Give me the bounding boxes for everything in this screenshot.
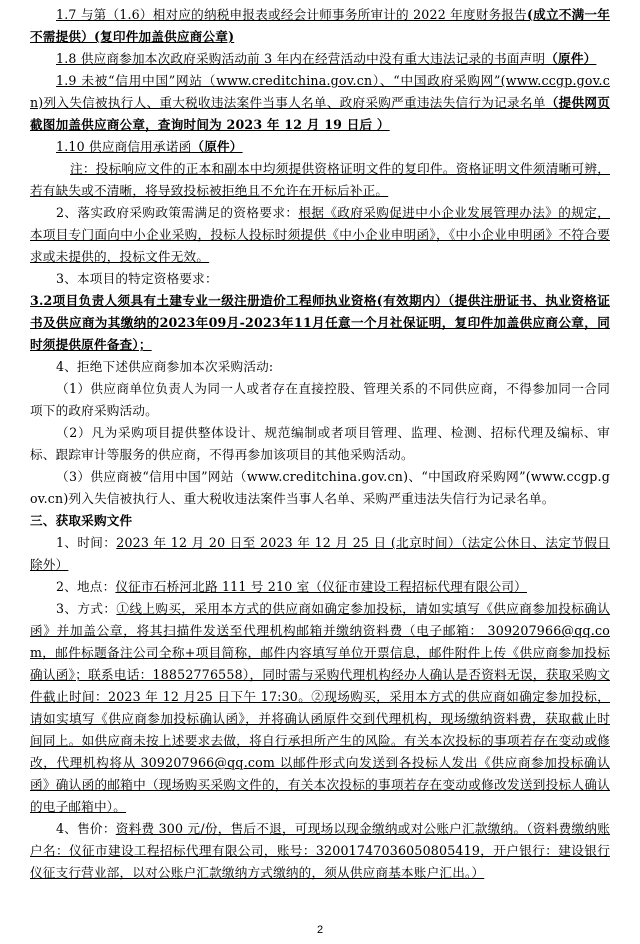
item-1-8 <box>30 48 610 70</box>
item-4-2: （2）凡为采购项目提供整体设计、规范编制或者项目管理、监理、检测、招标代理及编标、审标、跟踪审计等服务的供应商，不得再参加该项目的其他采购活动。 <box>30 425 610 462</box>
item-1-10 <box>30 136 610 158</box>
obtain-time <box>30 532 610 576</box>
item-3-2: 3.2项目负责人须具有土建专业一级注册造价工程师执业资格(有效期内）（提供注册证书、执业资格证书及供应商为其缴纳的2023年09月-2023年11月任意一个月社保证明，复印件加盖供应商公章，同时须提供原件备查）； <box>30 293 610 352</box>
obtain-price <box>30 818 610 884</box>
item-1-10-note: （原件） <box>191 139 243 154</box>
obtain-price-text: 资料费 300 元/份，售后不退，可现场以现金缴纳或对公账户汇款缴纳。（资料费缴纳账户名：仪征市建设工程招标代理有限公司，账号：32001747036050805419，开户银行：建设银行仪征支行营业部，以对公账户汇款缴纳方式缴纳的，须从供应商基本账户汇出。） <box>30 821 610 880</box>
item-1-8-note: （原件） <box>545 51 597 66</box>
obtain-method-text: ①线上购买，采用本方式的供应商如确定参加投标，请如实填写《供应商参加投标确认函》并加盖公章，将其扫描件发送至代理机构邮箱并缴纳资料费（电子邮箱： 309207966@qq.com，邮件标题备注公司全称+项目简称，邮件内容填写单位开票信息，邮件附件上传《供应商参加投标确认函》；联系电话：18852776558），同时需与采购代理机构经办人确认是否资料无误，获取采购文件截止时间：2023 年 12 月25 日下午 17:30。②现场购买，采用本方式的供应商如确定参加投标，请如实填写《供应商参加投标确认函》，并将确认函原件交到代理机构，现场缴纳资料费，获取截止时间同上。如供应商未按上述要求去做，将自行承担所产生的风险。有关本次投标的事项若存在变动或修改，代理机构将从 309207966@qq.com 以邮件形式向发送到各投标人发出《供应商参加投标确认函》确认函的邮箱中（现场购买采购文件的，有关本次投标的事项若存在变动或修改发送到投标人确认的电子邮箱中）。 <box>30 601 611 814</box>
section-2-policy <box>30 202 610 268</box>
item-1-9-note: （提供网页截图加盖供应商公章，查询时间为 2023 年 12 月 19 日后 ） <box>30 95 611 132</box>
obtain-place-label: 2、地点： <box>56 579 116 594</box>
obtain-time-label: 1、时间： <box>56 535 117 550</box>
item-4-1: （1）供应商单位负责人为同一人或者存在直接控股、管理关系的不同供应商，不得参加同一合同项下的政府采购活动。 <box>30 381 610 418</box>
page-number: 2 <box>316 924 324 936</box>
qualification-note-text: 注：投标响应文件的正本和副本中均须提供资格证明文件的复印件。资格证明文件须清晰可辨，若有缺失或不清晰，将导致投标被拒绝且不允许在开标后补正。 <box>30 161 610 198</box>
section-3-heading: 3、本项目的特定资格要求： <box>56 271 218 286</box>
item-1-10-text: 1.10 供应商信用承诺函 <box>56 139 192 154</box>
qualification-note <box>30 158 610 202</box>
section-4-heading: 4、拒绝下述供应商参加本次采购活动: <box>56 359 274 374</box>
obtain-time-value: 2023 年 12 月 20 日至 2023 年 12 月 25 日 (北京时间）（法定公休日、法定节假日除外） <box>30 535 611 572</box>
obtain-price-label: 4、售价： <box>56 821 116 836</box>
item-1-7 <box>30 4 610 48</box>
obtain-method <box>30 598 610 818</box>
section-3-obtain-heading: 三、获取采购文件 <box>30 513 133 528</box>
item-1-9-text: 1.9 未被“信用中国”网站（www.creditchina.gov.cn）、“中国政府采购网”(www.ccgp.gov.cn)列入失信被执行人、重大税收违法案件当事人名单、政府采购严重违法失信行为记录名单 <box>30 73 610 110</box>
item-1-7-note: (成立不满一年不需提供）(复印件加盖供应商公章) <box>30 7 611 44</box>
obtain-method-label: 3、方式： <box>56 601 117 616</box>
item-1-9 <box>30 70 610 136</box>
obtain-place <box>30 576 610 598</box>
section-2-text: 根据《政府采购促进中小企业发展管理办法》的规定，本项目专门面向中小企业采购，投标人投标时须提供《中小企业申明函》，《中小企业申明函》不符合要求或未提供的，投标文件无效。 <box>30 205 610 264</box>
section-2-heading: 2、落实政府采购政策需满足的资格要求： <box>56 205 299 220</box>
item-1-7-text: 1.7 与第（1.6）相对应的纳税申报表或经会计师事务所审计的 2022 年度财务报告 <box>56 7 527 22</box>
obtain-place-value: 仪征市石桥河北路 111 号 210 室（仪征市建设工程招标代理有限公司） <box>115 579 527 594</box>
item-1-8-text: 1.8 供应商参加本次政府采购活动前 3 年内在经营活动中没有重大违法记录的书面声明 <box>56 51 546 66</box>
item-4-3: （3）供应商被“信用中国”网站（www.creditchina.gov.cn)、“中国政府采购网”(www.ccgp.gov.cn)列入失信被执行人、重大税收违法案件当事人名单、采购严重违法失信行为记录名单。 <box>30 469 610 506</box>
